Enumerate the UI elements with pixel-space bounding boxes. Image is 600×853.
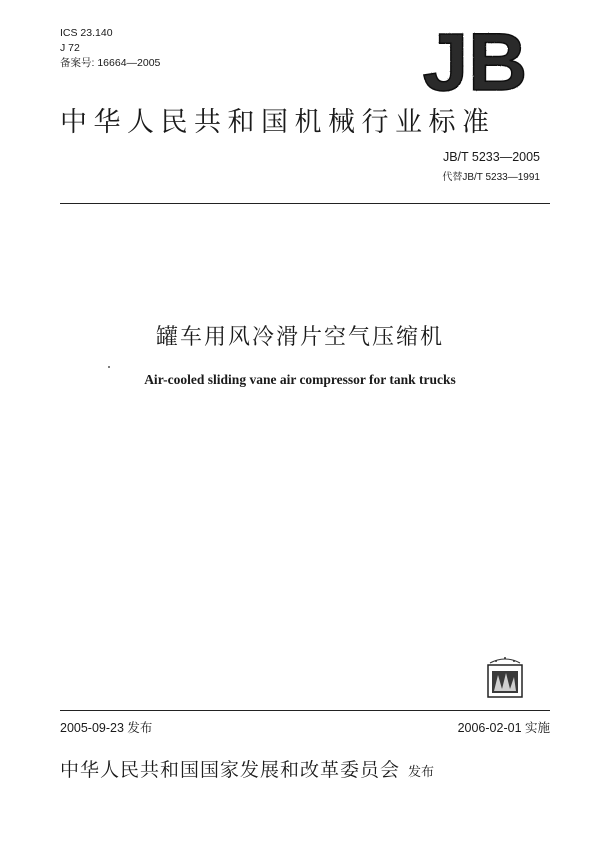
header-divider bbox=[60, 203, 550, 204]
ministry-title: 中华人民共和国机械行业标准 bbox=[60, 107, 496, 138]
jb-logo bbox=[410, 24, 540, 96]
classification-block bbox=[60, 26, 160, 71]
issuer-suffix: 发布 bbox=[408, 765, 435, 780]
issuer-name: 中华人民共和国国家发展和改革委员会 bbox=[60, 759, 401, 781]
implementation-date: 2006-02-01 实施 bbox=[457, 721, 550, 735]
jb-logo-text: JB bbox=[422, 24, 528, 96]
ics-code: ICS 23.140 bbox=[60, 27, 113, 39]
issue-date: 2005-09-23 发布 bbox=[60, 721, 153, 735]
replaces-standard: 代替JB/T 5233—1991 bbox=[442, 172, 540, 183]
title-chinese: 罐车用风冷滑片空气压缩机 bbox=[155, 325, 444, 350]
standard-number: JB/T 5233—2005 bbox=[442, 150, 540, 164]
scan-speck bbox=[108, 366, 110, 368]
title-english: Air-cooled sliding vane air compressor for tank trucks bbox=[144, 372, 456, 387]
footer-divider bbox=[60, 710, 550, 711]
ccs-code: J 72 bbox=[60, 42, 80, 54]
filing-number: 备案号: 16664—2005 bbox=[60, 57, 161, 69]
publisher-seal-icon bbox=[482, 655, 528, 701]
issuer-line bbox=[60, 755, 550, 782]
